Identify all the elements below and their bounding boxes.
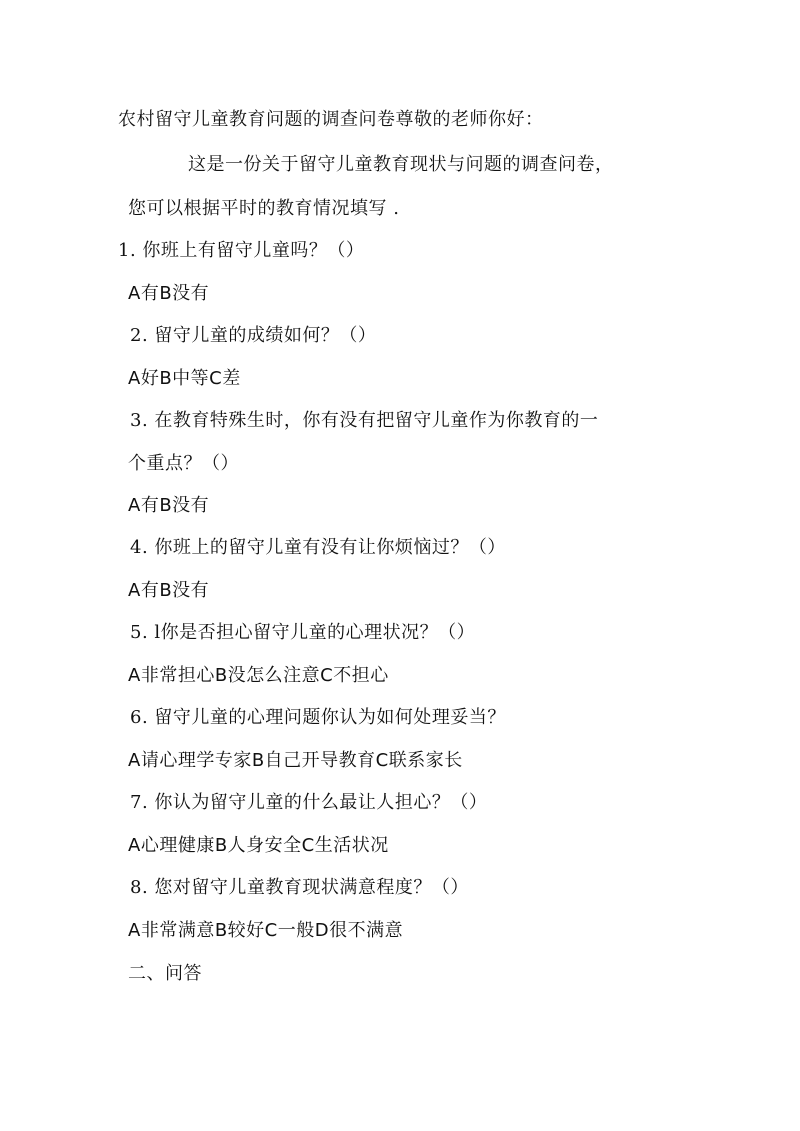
question-8-options: A非常满意B较好C一般D很不满意 (128, 920, 404, 941)
question-3-line-1: 3. 在教育特殊生时，你有没有把留守儿童作为你教育的一 (130, 410, 599, 431)
question-6: 6. 留守儿童的心理问题你认为如何处理妥当？ (130, 707, 506, 728)
question-7-options: A心理健康B人身安全C生活状况 (128, 835, 389, 856)
question-2: 2. 留守儿童的成绩如何？（） (130, 325, 377, 346)
question-2-options: A好B中等C差 (128, 368, 241, 389)
section-two-heading: 二、问答 (128, 963, 202, 984)
intro-line-1: 这是一份关于留守儿童教育现状与问题的调查问卷， (188, 154, 614, 175)
question-5-options: A非常担心B没怎么注意C不担心 (128, 665, 389, 686)
document-title: 农村留守儿童教育问题的调查问卷尊敬的老师你好： (118, 109, 544, 130)
question-7: 7. 你认为留守儿童的什么最让人担心？（） (130, 792, 488, 813)
question-1-options: A有B没有 (128, 283, 210, 304)
question-4-options: A有B没有 (128, 580, 210, 601)
question-1: 1. 你班上有留守儿童吗？（） (118, 240, 365, 261)
question-5: 5. l你是否担心留守儿童的心理状况？（） (130, 622, 476, 643)
intro-line-2: 您可以根据平时的教育情况填写 . (128, 198, 400, 219)
question-3-options: A有B没有 (128, 495, 210, 516)
question-6-options: A请心理学专家B自己开导教育C联系家长 (128, 750, 463, 771)
question-4: 4. 你班上的留守儿童有没有让你烦恼过？（） (130, 537, 506, 558)
question-3-line-2: 个重点？（） (128, 453, 239, 474)
question-8: 8. 您对留守儿童教育现状满意程度？（） (130, 877, 469, 898)
